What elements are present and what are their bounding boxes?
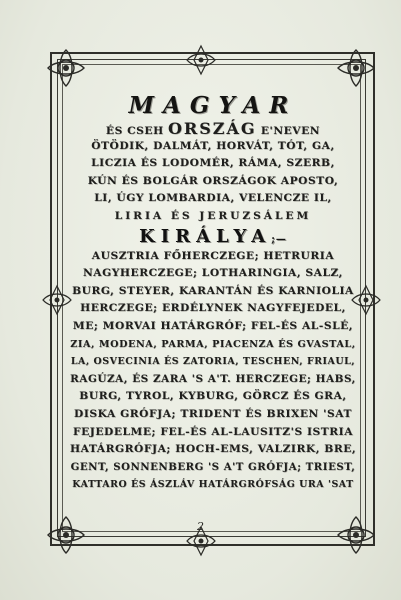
middle-ornament-left: [40, 283, 74, 317]
text-line: LIRIA ÉS JERUZSÁLEM: [114, 209, 312, 222]
middle-ornament-top: [184, 43, 218, 77]
page-number: 2: [197, 520, 204, 533]
word-kiralya: KIRÁLYA: [139, 225, 272, 247]
text-line: LA, OSVECINIA ÉS ZATORIA, TESCHEN, FRIAUL,: [70, 356, 356, 368]
text-line: ME; MORVAI HATÁRGRÓF; FEL-ÉS AL-SLÉ,: [72, 319, 354, 332]
title-text-block: [70, 92, 356, 494]
text-line: NAGYHERCZEGE; LOTHARINGIA, SALZ,: [83, 267, 343, 280]
text-line: BURG, TYROL, KYBURG, GÖRCZ ÉS GRA,: [79, 390, 347, 403]
heading-magyar: MAGYAR: [128, 92, 298, 119]
word-orszag: ORSZÁG: [167, 119, 257, 138]
text-line-part: E'NEVEN: [256, 125, 321, 137]
text-line-part: ÉS CSEH: [105, 125, 168, 137]
text-line: LICZIA ÉS LODOMÉR, RÁMA, SZERB,: [91, 157, 335, 170]
text-line: ÖTÖDIK, DALMÁT, HORVÁT, TÓT, GA,: [91, 139, 335, 152]
corner-ornament-top-right: [334, 46, 378, 90]
text-line: LI, ÚGY LOMBARDIA, VELENCZE IL,: [94, 192, 332, 205]
text-line: RAGÚZA, ÉS ZARA 'S A'T. HERCZEGE; HABS,: [70, 372, 356, 385]
text-line: DISKA GRÓFJA; TRIDENT ÉS BRIXEN 'SAT: [74, 407, 352, 420]
text-line: ZIA, MODENA, PARMA, PIACENZA ÉS GVASTAL,: [70, 338, 356, 350]
text-line: HERCZEGE; ERDÉLYNEK NAGYFEJEDEL,: [80, 302, 346, 315]
text-line: BURG, STEYER, KARANTÁN ÉS KARNIOLIA: [72, 284, 354, 297]
text-line: GENT, SONNENBERG 'S A'T GRÓFJA; TRIEST,: [70, 461, 356, 473]
kiralya-punctuation: ;—: [271, 233, 287, 245]
text-line: KÚN ÉS BOLGÁR ORSZÁGOK APOSTO,: [87, 174, 339, 187]
text-line: FEJEDELME; FEL-ÉS AL-LAUSITZ'S ISTRIA: [72, 425, 354, 438]
heading-kiralya: [70, 226, 356, 248]
text-line: KATTARO ÉS ÁSZLÁV HATÁRGRÓFSÁG URA 'SAT: [72, 479, 354, 491]
text-line: AUSZTRIA FŐHERCZEGE; HETRURIA: [91, 249, 335, 262]
corner-ornament-top-left: [44, 46, 88, 90]
text-line: HATÁRGRÓFJA; HOCH-EMS, VALZIRK, BRE,: [70, 443, 357, 456]
text-line: [70, 120, 356, 138]
